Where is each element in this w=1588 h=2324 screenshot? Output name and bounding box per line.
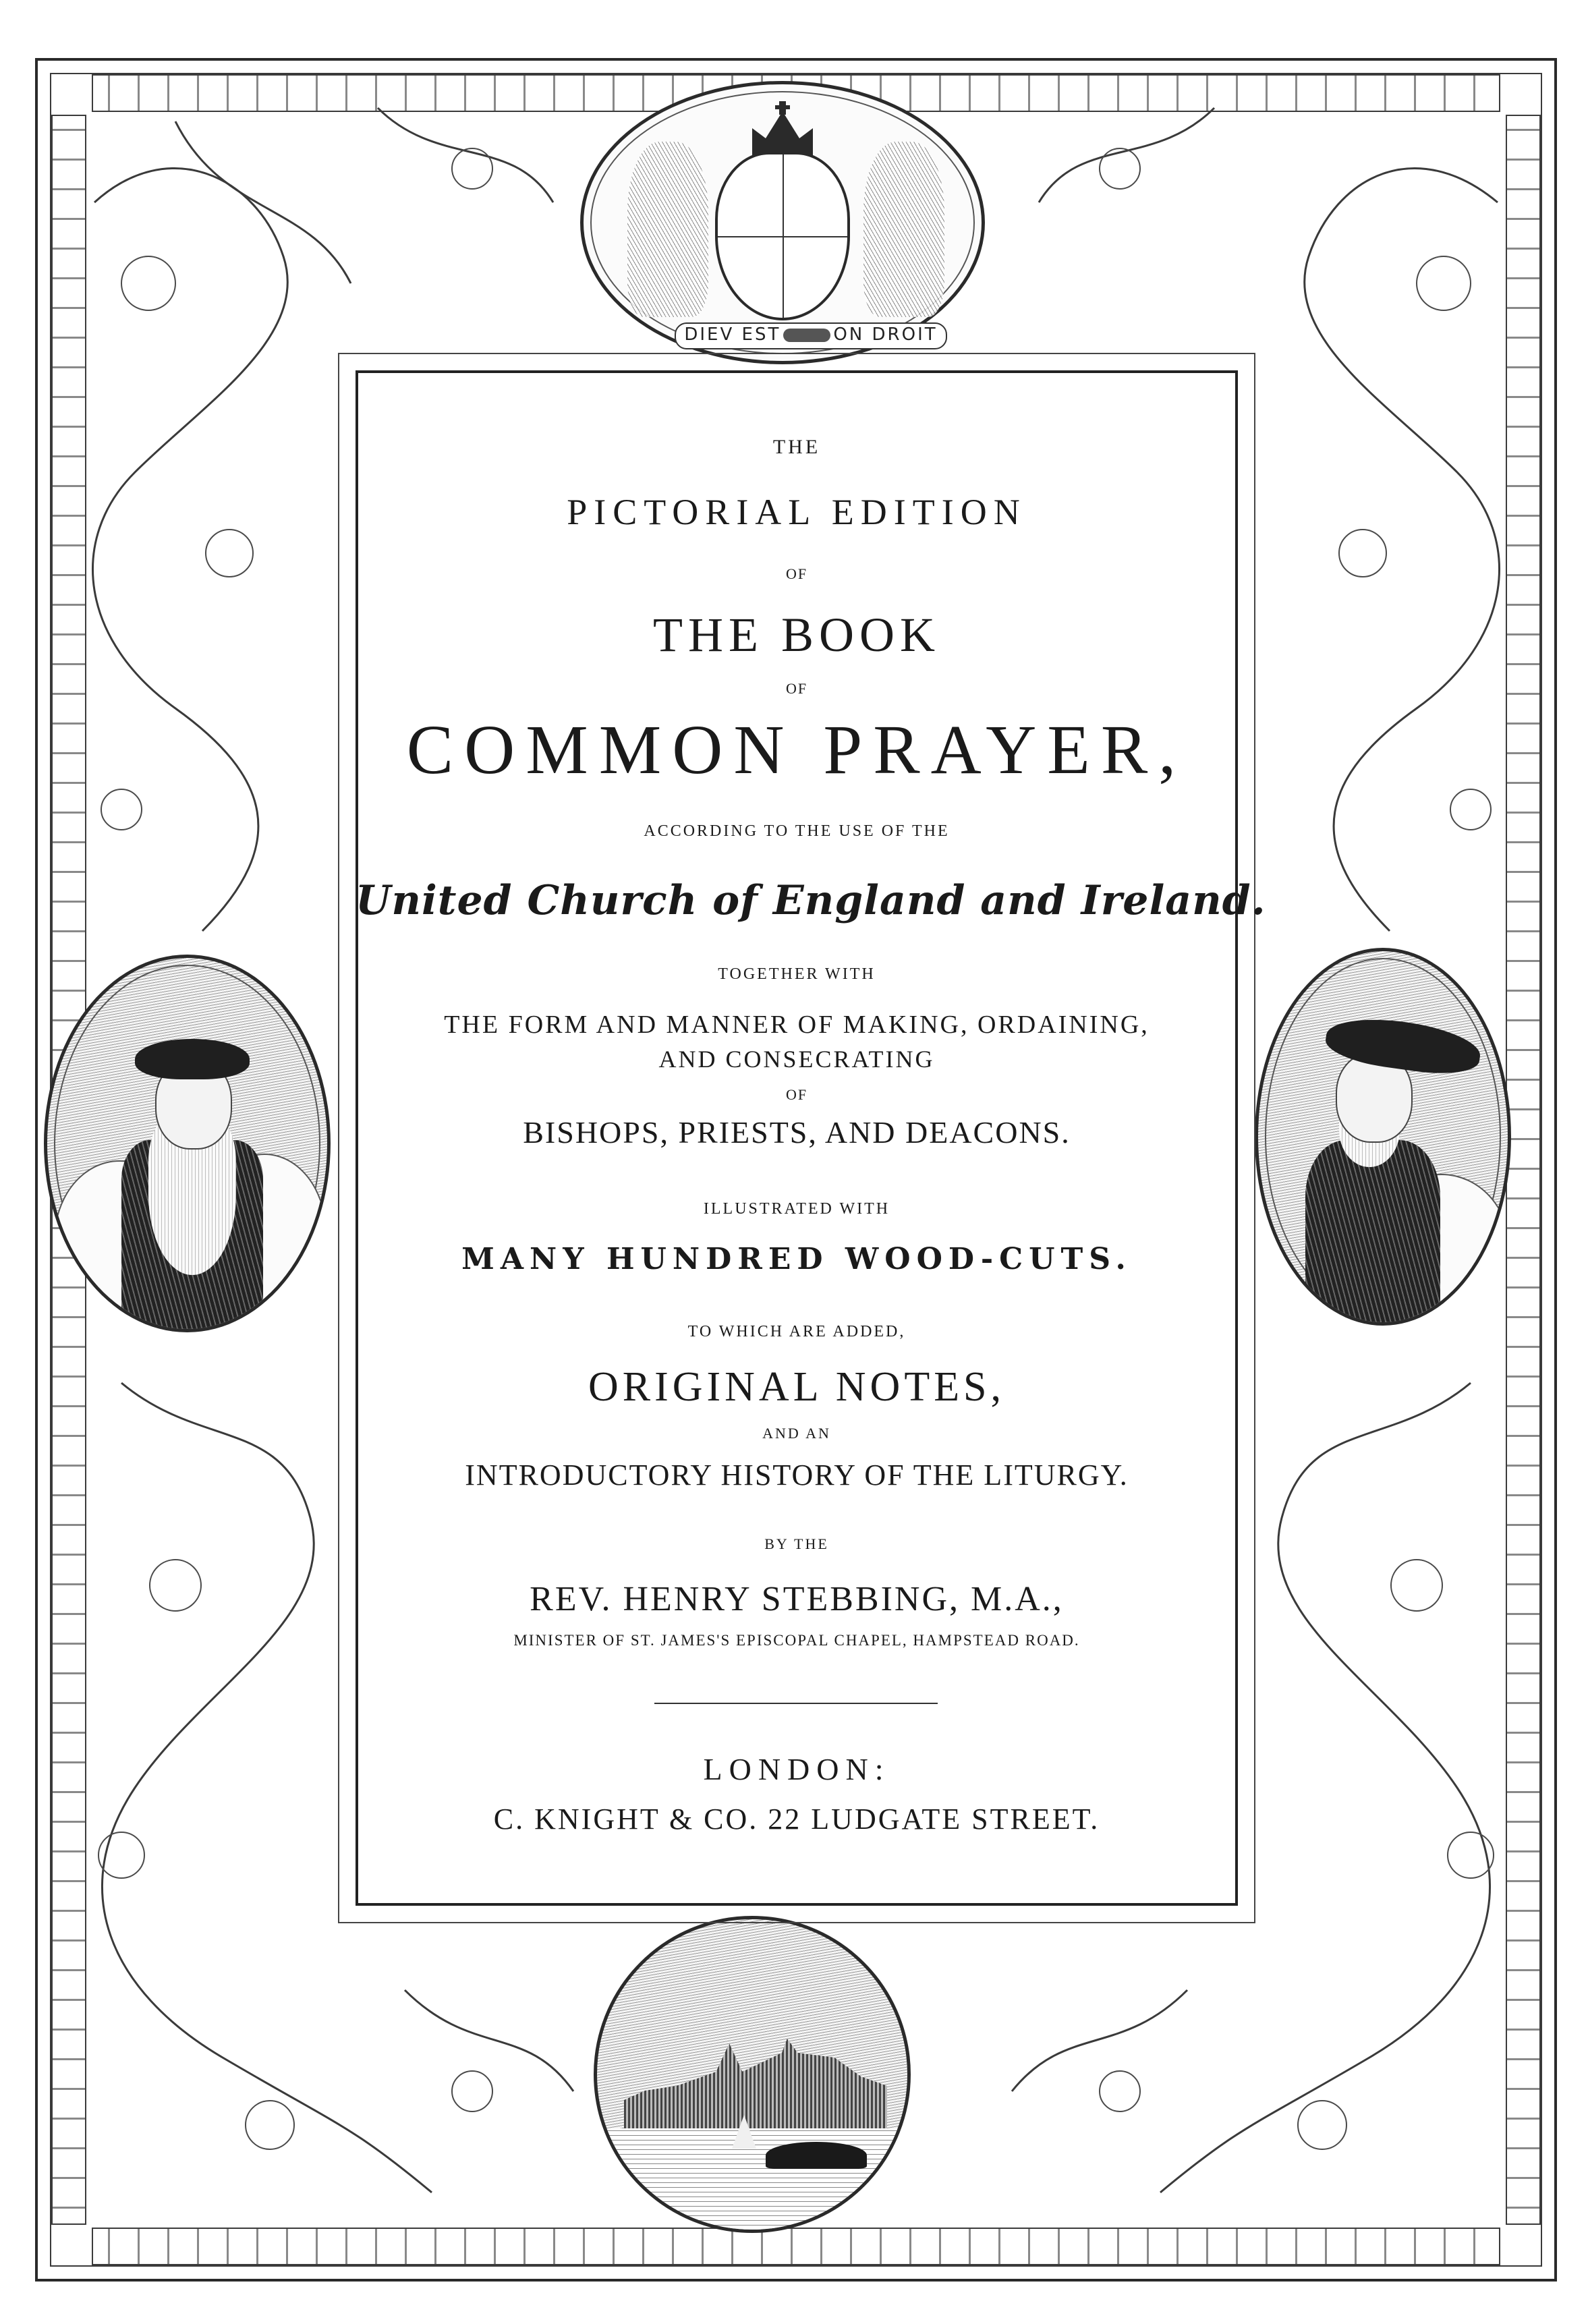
sailboat-icon [732,2115,756,2149]
castle-landscape-vignette [594,1916,911,2233]
dark-robe [1305,1140,1440,1326]
motto-right: ON DROIT [833,324,938,345]
title-the-book: THE BOOK [653,608,940,662]
title-to-which-added: TO WHICH ARE ADDED, [687,1323,906,1340]
bottom-border-band [92,2228,1500,2265]
title-according: ACCORDING TO THE USE OF THE [644,822,950,840]
title-illustrated-with: ILLUSTRATED WITH [703,1200,890,1218]
title-united-church: United Church of England and Ireland. [356,877,1266,924]
quartered-shield-icon [715,152,850,320]
title-wood-cuts: MANY HUNDRED WOOD-CUTS. [461,1242,1132,1276]
right-portrait-medallion [1255,948,1511,1326]
imprint-publisher: C. KNIGHT & CO. 22 LUDGATE STREET. [493,1803,1100,1836]
right-border-band [1506,115,1541,2225]
left-portrait-medallion [44,955,331,1332]
title-and-an: AND AN [762,1425,831,1442]
title-form-and-manner: THE FORM AND MANNER OF MAKING, ORDAINING, [444,1011,1150,1039]
barge-icon [766,2142,867,2169]
title-and-consecrating: AND CONSECRATING [658,1046,935,1073]
title-the: THE [772,436,821,458]
crest-motto-ribbon [675,322,947,349]
divider-rule [654,1703,938,1704]
dragon-supporter-icon [863,142,944,317]
title-history: INTRODUCTORY HISTORY OF THE LITURGY. [465,1458,1129,1492]
castle-icon [624,2034,887,2128]
title-of-2: OF [785,680,808,697]
title-original-notes: ORIGINAL NOTES, [588,1364,1006,1410]
imprint-city: LONDON: [703,1752,890,1786]
cap-icon [135,1039,250,1079]
title-by-the: BY THE [764,1535,829,1552]
title-together-with: TOGETHER WITH [718,965,876,983]
author-name: REV. HENRY STEBBING, M.A., [530,1580,1064,1618]
motto-left: DIEV EST [684,324,781,345]
lion-supporter-icon [627,142,708,317]
title-bishops: BISHOPS, PRIESTS, AND DEACONS. [523,1115,1071,1150]
title-of-1: OF [785,565,808,582]
title-of-3: OF [785,1086,808,1103]
author-position: MINISTER OF ST. JAMES'S EPISCOPAL CHAPEL, HAMPSTEAD ROAD. [513,1632,1080,1649]
title-common-prayer: COMMON PRAYER, [406,711,1187,789]
title-pictorial-edition: PICTORIAL EDITION [567,492,1027,532]
motto-occlusion [783,329,830,342]
